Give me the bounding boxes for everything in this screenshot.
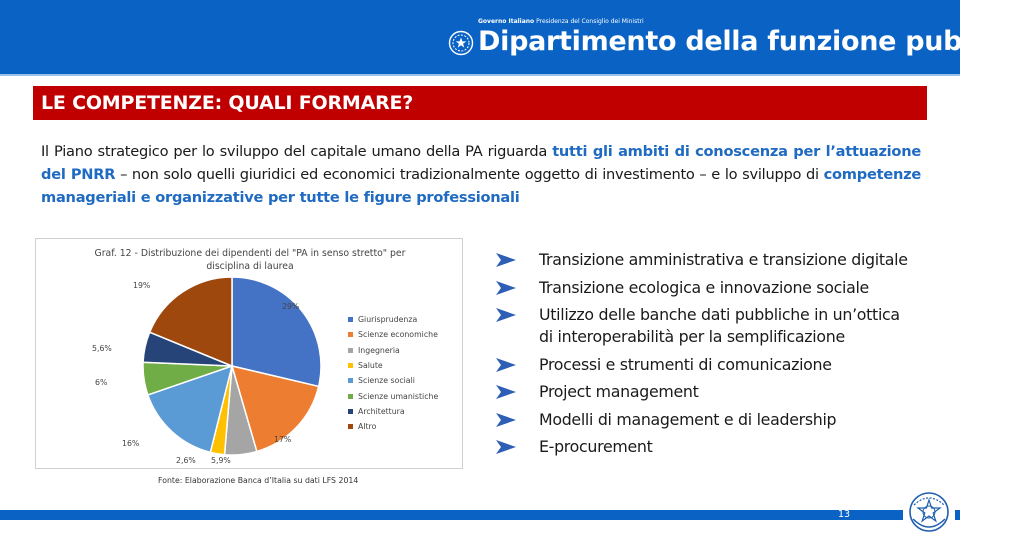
list-item-label: Transizione amministrativa e transizione digitale [539,250,908,269]
legend-swatch [348,332,353,337]
legend-item [348,388,438,403]
list-item-label: Modelli di management e di leadership [539,409,837,429]
republic-seal-icon [903,487,955,537]
pie-data-label: 5,9% [211,456,231,465]
footer-bar [0,510,960,520]
chart-source: Fonte: Elaborazione Banca d’Italia su dati LFS 2014 [158,476,359,485]
legend-swatch [348,378,353,383]
legend-item [348,358,438,373]
pie-data-label: 17% [274,435,292,444]
legend-item [348,373,438,388]
list-item-label: Utilizzo delle banche dati pubbliche in un’ottica [539,305,900,324]
arrow-bullet-icon [494,306,518,324]
list-item [494,436,908,458]
republic-emblem-icon [448,30,474,56]
legend-swatch [348,394,353,399]
legend-swatch [348,317,353,322]
chart-legend [348,312,438,434]
pie-data-label: 2,6% [176,456,196,465]
slide-title: LE COMPETENZE: QUALI FORMARE? [41,92,414,114]
list-item [494,249,908,271]
legend-swatch [348,348,353,353]
arrow-bullet-icon [494,251,518,269]
arrow-bullet-icon [494,383,518,401]
list-item-label: Project management [539,382,699,401]
page-number: 13 [838,509,851,520]
pie-data-label: 29% [282,302,300,311]
legend-label: Scienze sociali [358,376,415,386]
list-item [494,354,908,376]
list-item-label: E-procurement [539,437,653,456]
list-item [494,381,908,403]
pie-data-label: 19% [133,281,151,290]
legend-swatch [348,363,353,368]
intro-highlight-2: competenze manageriali e organizzative per tutte le figure professionali [41,166,922,206]
arrow-bullet-icon [494,411,518,429]
list-item-label: Processi e strumenti di comunicazione [539,354,832,374]
legend-label: Architettura [358,406,405,416]
legend-item [348,312,438,327]
arrow-bullet-icon [494,279,518,297]
intro-text-2: – non solo quelli giuridici ed economici tradizionalmente oggetto di investimento – e lo sviluppo di [115,166,824,183]
legend-swatch [348,424,353,429]
intro-text-1: Il Piano strategico per lo sviluppo del capitale umano della PA riguarda [41,143,553,160]
list-item [494,304,908,348]
competence-list [494,249,908,464]
list-item [494,277,908,299]
header-divider [0,74,960,76]
legend-label: Giurisprudenza [358,315,418,325]
legend-item [348,404,438,419]
legend-swatch [348,409,353,414]
department-name: Dipartimento della funzione pubblica [478,26,1033,57]
legend-label: Scienze economiche [358,330,438,340]
legend-label: Altro [358,422,377,432]
header-bar [0,0,1033,74]
legend-label: Ingegneria [358,345,400,355]
legend-item [348,419,438,434]
pie-data-label: 5,6% [92,344,112,353]
slide-title-bar [33,86,927,120]
chart-title-line: disciplina di laurea [206,261,294,272]
legend-item [348,343,438,358]
government-label: Governo Italiano Presidenza del Consiglio dei Ministri [478,18,644,25]
legend-label: Scienze umanistiche [358,391,439,401]
arrow-bullet-icon [494,356,518,374]
arrow-bullet-icon [494,438,518,456]
list-item [494,409,908,431]
intro-paragraph [41,140,921,209]
list-item-label: Transizione ecologica e innovazione sociale [539,277,869,297]
pie-chart-panel [35,238,463,469]
pie-data-label: 6% [95,378,108,387]
chart-title-line: Graf. 12 - Distribuzione dei dipendenti del "PA in senso stretto" per [94,248,406,259]
pie-data-label: 16% [122,439,140,448]
intro-highlight-1: tutti gli ambiti di conoscenza per l’attuazione del PNRR [41,143,921,183]
list-item-label-continued: di interoperabilità per la semplificazione [539,327,845,346]
legend-label: Salute [358,361,383,371]
legend-item [348,327,438,342]
